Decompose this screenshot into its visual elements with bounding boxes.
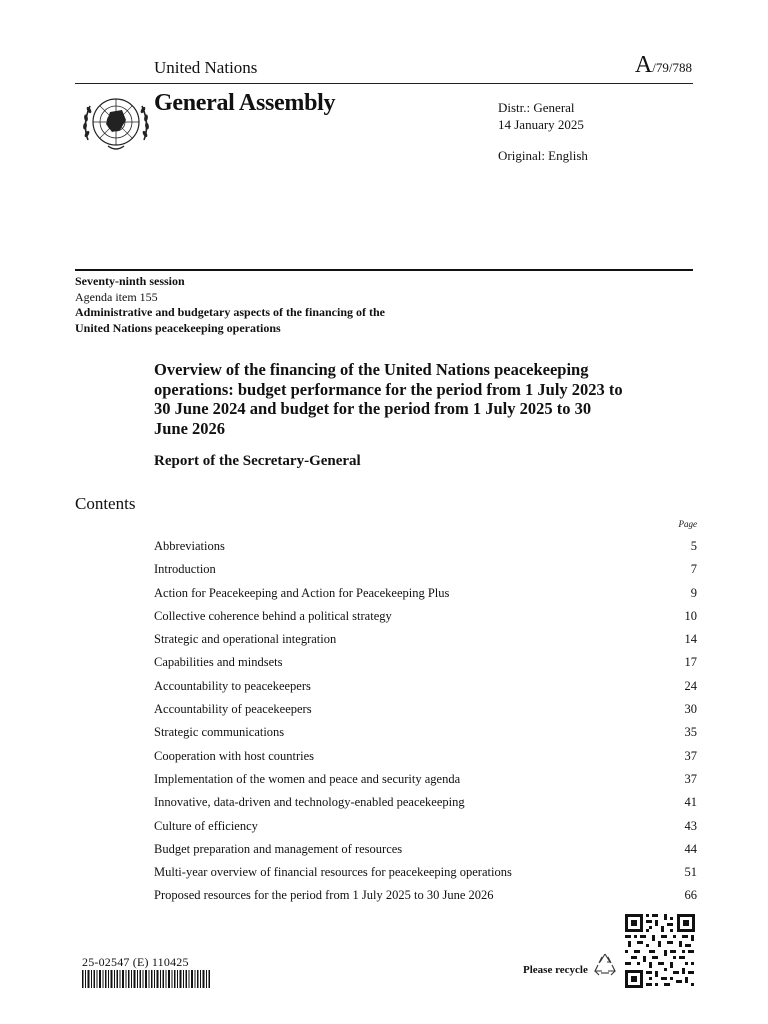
toc-entry-page: 5 <box>690 539 697 553</box>
toc-entry-page: 14 <box>684 632 697 647</box>
toc-entry[interactable] <box>154 792 697 815</box>
toc-entry[interactable] <box>154 536 697 559</box>
toc-entry-page: 17 <box>684 655 697 670</box>
toc-entry[interactable] <box>154 839 697 862</box>
document-symbol <box>635 52 692 79</box>
toc-entry-page: 66 <box>684 888 697 903</box>
toc-entry-title: Introduction <box>154 562 216 577</box>
toc-entry-page: 43 <box>684 818 697 833</box>
toc-entry[interactable] <box>154 722 697 745</box>
distribution-type: Distr.: General <box>498 100 575 115</box>
toc-entry[interactable] <box>154 885 697 908</box>
document-symbol-number: /79/788 <box>652 60 692 75</box>
toc-entry[interactable] <box>154 862 697 885</box>
job-number: 25-02547 (E) 110425 <box>82 955 189 969</box>
agenda-title-line-1: Administrative and budgetary aspects of the financing of the <box>75 305 386 319</box>
contents-heading: Contents <box>75 494 136 513</box>
toc-entry[interactable] <box>154 629 697 652</box>
toc-entry-page: 9 <box>690 585 697 600</box>
header-divider <box>75 83 693 84</box>
document-subtitle: Report of the Secretary-General <box>154 453 361 469</box>
toc-entry-title: Strategic communications <box>154 725 285 740</box>
toc-entry[interactable] <box>154 676 697 699</box>
agenda-title-line-2: United Nations peacekeeping operations <box>75 320 281 335</box>
document-title: Overview of the financing of the United Nations peacekeeping operations: budget performance for the period from 1 July 2023 to 30 June 2024 and budget for the period from 1 July 2025 to 30 June 2026 <box>154 360 623 438</box>
agenda-item: Agenda item 155 <box>75 289 158 304</box>
toc-entry-title: Cooperation with host countries <box>154 748 315 763</box>
un-emblem-icon <box>78 90 154 156</box>
qr-code <box>625 914 695 988</box>
toc-entry-page: 7 <box>690 562 697 577</box>
toc-entry-title: Innovative, data-driven and technology-enabled peacekeeping <box>154 795 465 810</box>
toc-entry[interactable] <box>154 652 697 675</box>
organ-title: General Assembly <box>154 90 336 116</box>
toc-entry-title: Accountability of peacekeepers <box>154 702 312 717</box>
toc-entry-page: 44 <box>684 841 697 856</box>
toc-entry-title: Accountability to peacekeepers <box>154 678 311 693</box>
toc-entry-title: Capabilities and mindsets <box>154 655 283 670</box>
original-language: Original: English <box>498 148 588 163</box>
document-symbol-letter: A <box>634 52 653 78</box>
toc-entry-page: 35 <box>684 725 697 740</box>
session-block <box>75 274 385 336</box>
toc-entry-page: 30 <box>684 702 697 717</box>
toc-entry[interactable] <box>154 816 697 839</box>
toc-entry-page: 37 <box>684 748 697 763</box>
toc-entry-title: Collective coherence behind a political strategy <box>154 608 392 623</box>
document-date: 14 January 2025 <box>498 117 584 132</box>
toc-entry-page: 41 <box>684 795 697 810</box>
recycle-label: Please recycle <box>523 964 588 976</box>
toc-entry-title: Abbreviations <box>154 539 225 553</box>
toc-entry[interactable] <box>154 769 697 792</box>
toc-entry-page: 51 <box>684 865 697 880</box>
distribution-block <box>498 99 588 164</box>
toc-entry-title: Budget preparation and management of resources <box>154 841 403 856</box>
session-name: Seventy-ninth session <box>75 274 185 288</box>
toc-entry[interactable] <box>154 699 697 722</box>
toc-entry-page: 10 <box>684 608 697 623</box>
toc-entry-title: Implementation of the women and peace and security agenda <box>154 771 461 786</box>
toc-entry[interactable] <box>154 559 697 582</box>
recycle-icon <box>592 951 618 977</box>
toc-entry[interactable] <box>154 583 697 606</box>
table-of-contents <box>154 536 697 909</box>
toc-entry-title: Strategic and operational integration <box>154 632 337 647</box>
toc-entry-title: Multi-year overview of financial resources for peacekeeping operations <box>154 865 512 880</box>
session-divider <box>75 269 693 271</box>
toc-entry-title: Proposed resources for the period from 1 July 2025 to 30 June 2026 <box>154 888 494 903</box>
toc-entry-title: Culture of efficiency <box>154 818 258 833</box>
organization-name: United Nations <box>154 58 258 77</box>
toc-entry[interactable] <box>154 606 697 629</box>
toc-entry[interactable] <box>154 746 697 769</box>
barcode <box>82 970 210 988</box>
toc-entry-title: Action for Peacekeeping and Action for Peacekeeping Plus <box>154 585 450 600</box>
toc-entry-page: 24 <box>684 678 697 693</box>
toc-entry-page: 37 <box>684 771 697 786</box>
page-column-label: Page <box>678 519 697 529</box>
